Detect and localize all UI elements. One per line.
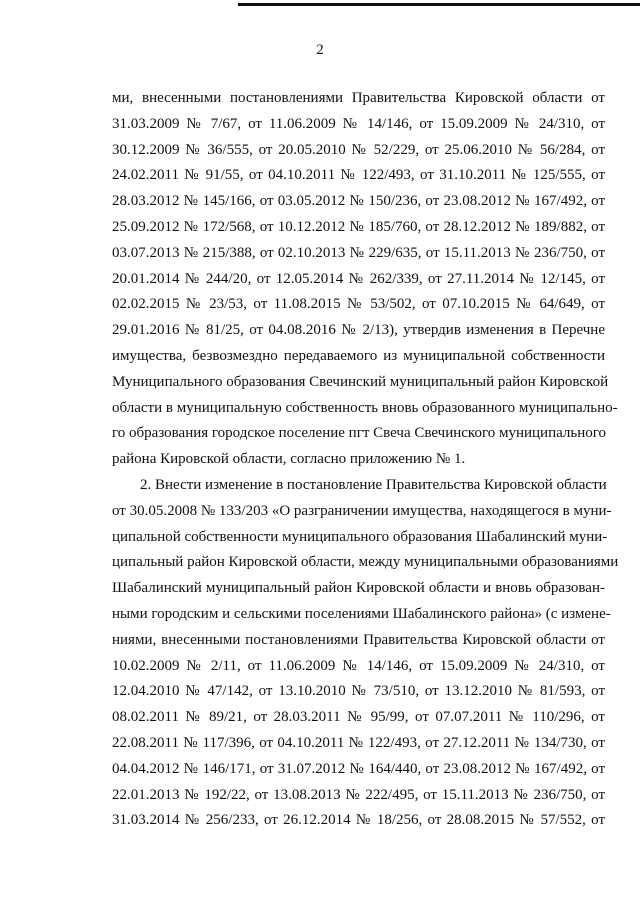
text-line: имущества, безвозмездно передаваемого из муниципальной собственности: [112, 347, 605, 364]
text-line: 28.03.2012 № 145/166, от 03.05.2012 № 150/236, от 23.08.2012 № 167/492, от: [112, 193, 605, 210]
text-line: 31.03.2014 № 256/233, от 26.12.2014 № 18/256, от 28.08.2015 № 57/552, от: [112, 812, 605, 829]
text-line: Шабалинский муниципальный район Кировской области и вновь образован-: [112, 580, 605, 597]
text-line: 2. Внести изменение в постановление Правительства Кировской области: [140, 476, 607, 493]
text-line: ципальной собственности муниципального образования Шабалинский муни-: [112, 528, 608, 545]
document-body: [112, 86, 619, 834]
paragraph-continuation: [112, 86, 618, 473]
text-line: района Кировской области, согласно приложению № 1.: [112, 451, 466, 468]
top-border-line: [238, 3, 640, 6]
text-line: 31.03.2009 № 7/67, от 11.06.2009 № 14/146, от 15.09.2009 № 24/310, от: [112, 115, 605, 132]
text-line: го образования городское поселение пгт Свеча Свечинского муниципального: [112, 425, 607, 442]
text-line: 08.02.2011 № 89/21, от 28.03.2011 № 95/99, от 07.07.2011 № 110/296, от: [112, 709, 605, 726]
text-line: 22.01.2013 № 192/22, от 13.08.2013 № 222/495, от 15.11.2013 № 236/750, от: [112, 786, 605, 803]
text-line: 03.07.2013 № 215/388, от 02.10.2013 № 229/635, от 15.11.2013 № 236/750, от: [112, 244, 605, 261]
text-line: от 30.05.2008 № 133/203 «О разграничении имущества, находящегося в муни-: [112, 502, 612, 519]
text-line: 29.01.2016 № 81/25, от 04.08.2016 № 2/13), утвердив изменения в Перечне: [112, 322, 605, 339]
paragraph-item-2: [112, 473, 619, 834]
text-line: 24.02.2011 № 91/55, от 04.10.2011 № 122/493, от 31.10.2011 № 125/555, от: [112, 167, 605, 184]
text-line: области в муниципальную собственность вновь образованного муниципально-: [112, 399, 618, 416]
text-line: 25.09.2012 № 172/568, от 10.12.2012 № 185/760, от 28.12.2012 № 189/882, от: [112, 218, 605, 235]
text-line: ниями, внесенными постановлениями Правительства Кировской области от: [112, 631, 605, 648]
text-line: ными городским и сельскими поселениями Шабалинского района» (с измене-: [112, 605, 611, 622]
text-line: ми, внесенными постановлениями Правительства Кировской области от: [112, 90, 605, 106]
text-line: 22.08.2011 № 117/396, от 04.10.2011 № 122/493, от 27.12.2011 № 134/730, от: [112, 734, 605, 751]
text-line: 30.12.2009 № 36/555, от 20.05.2010 № 52/229, от 25.06.2010 № 56/284, от: [112, 141, 605, 158]
text-line: 10.02.2009 № 2/11, от 11.06.2009 № 14/146, от 15.09.2009 № 24/310, от: [112, 657, 605, 674]
text-line: Муниципального образования Свечинский муниципальный район Кировской: [112, 373, 609, 390]
text-line: ципальный район Кировской области, между муниципальными образованиями: [112, 554, 619, 571]
page-number: 2: [316, 42, 324, 58]
text-line: 02.02.2015 № 23/53, от 11.08.2015 № 53/502, от 07.10.2015 № 64/649, от: [112, 296, 605, 313]
text-line: 20.01.2014 № 244/20, от 12.05.2014 № 262/339, от 27.11.2014 № 12/145, от: [112, 270, 605, 287]
text-line: 04.04.2012 № 146/171, от 31.07.2012 № 164/440, от 23.08.2012 № 167/492, от: [112, 760, 605, 777]
text-line: 12.04.2010 № 47/142, от 13.10.2010 № 73/510, от 13.12.2010 № 81/593, от: [112, 683, 605, 700]
